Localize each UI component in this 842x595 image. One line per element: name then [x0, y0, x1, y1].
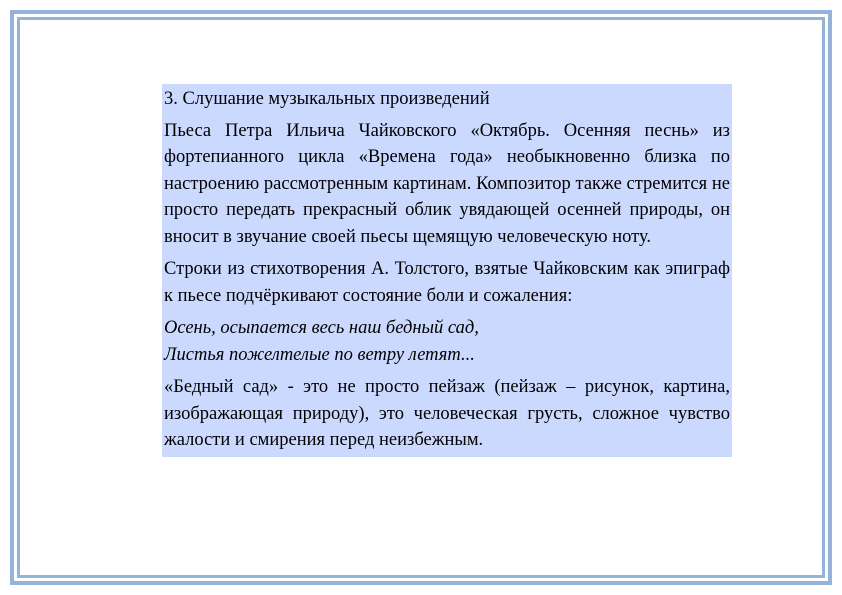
epigraph-line: Осень, осыпается весь наш бедный сад, — [164, 318, 479, 338]
epigraph-quote — [164, 315, 730, 368]
section-title: 3. Слушание музыкальных произведений — [164, 89, 490, 109]
epigraph-line: Листья пожелтелые по ветру летят... — [164, 344, 475, 365]
paragraph-tchaikovsky: Пьеса Петра Ильича Чайковского «Октябрь. Осенняя песнь» из фортепианного цикла «Времена года» необыкновенно близка по настроению рассмотренным картинам. Композитор также стремится не просто передать прекрасный облик увядающей осенней природы, он вносит в звучание своей пьесы щемящую человеческую ноту. — [164, 120, 730, 247]
text-block — [162, 84, 732, 457]
paragraph-epigraph-intro: Строки из стихотворения А. Толстого, взятые Чайковским как эпиграф к пьесе подчёркивают состояние боли и сожаления: — [164, 259, 730, 306]
paragraph-closing: «Бедный сад» - это не просто пейзаж (пейзаж – рисунок, картина, изображающая природу), это человеческая грусть, сложное чувство жалости и смирения перед неизбежным. — [164, 377, 730, 450]
